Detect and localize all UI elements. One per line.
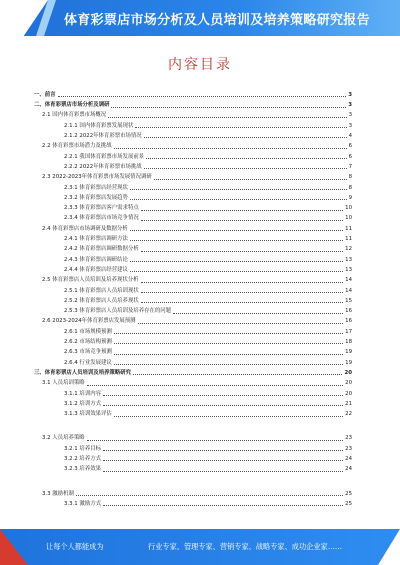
toc-entry-label: 2.1 国内体育彩票市场概况: [42, 112, 107, 119]
page-header: [0, 0, 400, 36]
footer-tags: 行业专家、管理专家、营销专家、战略专家、成功企业家……: [148, 542, 343, 551]
toc-entry-label: 3.2.1 培养目标: [64, 445, 101, 452]
toc-entry-page: 20: [345, 390, 352, 397]
toc-entry[interactable]: [34, 397, 352, 407]
toc-entry-page: 20: [345, 380, 352, 387]
toc-entry-page: 13: [345, 266, 352, 273]
toc-entry[interactable]: [34, 335, 352, 345]
toc-entry-label: 3.1 人员培训策略: [42, 380, 85, 387]
toc-entry[interactable]: [34, 366, 352, 376]
toc-entry-page: 25: [345, 500, 352, 507]
toc-entry-label: 2.3.2 体育彩票店发展趋势: [64, 194, 128, 201]
toc-entry[interactable]: [34, 109, 352, 119]
toc-entry-page: 25: [345, 490, 352, 497]
toc-entry[interactable]: [34, 325, 352, 335]
toc-dot-leader: [173, 313, 343, 314]
toc-entry-page: 24: [345, 466, 352, 473]
toc-entry-label: 2.3.1 体育彩票店经营现状: [64, 184, 128, 191]
toc-heading: 内容目录: [168, 57, 232, 73]
toc-dot-leader: [141, 251, 343, 252]
toc-entry-page: 22: [345, 411, 352, 418]
toc-dot-leader: [103, 395, 343, 396]
toc-spacer: [34, 418, 352, 432]
toc-dot-leader: [76, 495, 343, 496]
toc-entry[interactable]: [34, 129, 352, 139]
toc-entry-label: 2.2.2 2022年体育彩票市场挑战: [64, 163, 142, 170]
toc-entry-label: 2.1.2 2022年体育彩票市场情况: [64, 133, 142, 140]
toc-dot-leader: [141, 220, 343, 221]
toc-dot-leader: [114, 354, 343, 355]
toc-entry-label: 2.5.3 体育彩票店人员培训及培养存在的问题: [64, 308, 172, 315]
toc-entry[interactable]: [34, 191, 352, 201]
toc-entry-page: 16: [345, 308, 352, 315]
toc-dot-leader: [103, 450, 343, 451]
toc-entry-page: 10: [345, 205, 352, 212]
toc-dot-leader: [130, 261, 343, 262]
toc-dot-leader: [130, 271, 343, 272]
toc-dot-leader: [108, 117, 346, 118]
toc-entry[interactable]: [34, 284, 352, 294]
toc-entry-page: 21: [345, 400, 352, 407]
toc-entry[interactable]: [34, 387, 352, 397]
toc-entry[interactable]: [34, 304, 352, 314]
toc-entry-page: 13: [345, 256, 352, 263]
toc-dot-leader: [114, 148, 347, 149]
toc-entry-label: 二、体育彩票店市场分析及调研: [34, 102, 110, 109]
toc-entry[interactable]: [34, 201, 352, 211]
toc-dot-leader: [138, 323, 344, 324]
toc-entry-page: 23: [345, 445, 352, 452]
toc-dot-leader: [114, 364, 343, 365]
toc-dot-leader: [114, 333, 343, 334]
toc-entry-label: 2.6.4 行业发展建议: [64, 359, 112, 366]
toc-dot-leader: [114, 416, 343, 417]
toc-entry-label: 3.2.3 培养效果: [64, 466, 101, 473]
footer-slogan: 让每个人都能成为: [46, 542, 104, 551]
toc-entry-page: 11: [345, 225, 352, 232]
toc-entry-label: 三、体育彩票店人员培训及培养策略研究: [34, 369, 132, 376]
toc-entry[interactable]: [34, 160, 352, 170]
toc-entry-label: 2.4.3 体育彩票店调研结论: [64, 256, 128, 263]
toc-entry-label: 2.5 体育彩票店人员培训及培养现状分析: [42, 277, 139, 284]
toc-dot-leader: [87, 440, 344, 441]
toc-dot-leader: [144, 168, 347, 169]
toc-entry-label: 2.2 体育彩票市场潜力及挑战: [42, 143, 112, 150]
toc-entry[interactable]: [34, 294, 352, 304]
toc-entry[interactable]: [34, 253, 352, 263]
toc-entry[interactable]: [34, 263, 352, 273]
page-footer: [0, 529, 400, 565]
toc-entry-page: 3: [348, 122, 352, 129]
toc-entry-page: 8: [348, 174, 352, 181]
toc-entry[interactable]: [34, 452, 352, 462]
toc-entry-page: 8: [348, 184, 352, 191]
toc-dot-leader: [103, 471, 343, 472]
toc-entry[interactable]: [34, 442, 352, 452]
toc-entry[interactable]: [34, 88, 352, 98]
toc-entry-page: 16: [345, 318, 352, 325]
toc-entry-label: 3.1.2 培训方式: [64, 400, 101, 407]
toc-dot-leader: [130, 240, 343, 241]
toc-entry-page: 6: [348, 153, 352, 160]
toc-dot-leader: [144, 137, 347, 138]
toc-dot-leader: [103, 460, 343, 461]
toc-entry[interactable]: [34, 119, 352, 129]
toc-entry-label: 2.1.1 国内体育彩票发展现状: [64, 122, 134, 129]
toc-dot-leader: [130, 230, 343, 231]
toc-entry-label: 3.1.3 培训效果评估: [64, 411, 112, 418]
toc-dot-leader: [114, 343, 343, 344]
toc-dot-leader: [130, 199, 347, 200]
toc-entry-label: 2.6 2023-2024年体育彩票店发展预测: [42, 318, 136, 325]
toc-dot-leader: [133, 374, 342, 375]
toc-entry[interactable]: [34, 315, 352, 325]
toc-entry[interactable]: [34, 139, 352, 149]
toc-entry[interactable]: [34, 273, 352, 283]
toc-entry-label: 2.6.3 市场竞争预测: [64, 349, 112, 356]
toc-entry-label: 3.1.1 培训内容: [64, 390, 101, 397]
toc-entry[interactable]: [34, 462, 352, 472]
toc-entry[interactable]: [34, 345, 352, 355]
toc-entry-page: 20: [344, 369, 352, 376]
toc-entry[interactable]: [34, 98, 352, 108]
toc-entry-page: 19: [345, 349, 352, 356]
toc-entry-label: 2.4.4 体育彩票店经营建议: [64, 266, 128, 273]
toc-spacer: [34, 473, 352, 487]
toc-entry[interactable]: [34, 497, 352, 507]
toc-entry[interactable]: [34, 356, 352, 366]
toc-dot-leader: [141, 210, 343, 211]
toc-dot-leader: [141, 302, 343, 303]
toc-entry-page: 17: [345, 328, 352, 335]
toc-entry-page: 3: [348, 91, 352, 98]
footer-decoration: [0, 529, 28, 565]
toc-dot-leader: [103, 405, 343, 406]
toc-entry-label: 2.5.1 体育彩票店人员培训现状: [64, 287, 139, 294]
toc-entry-page: 14: [345, 287, 352, 294]
toc-entry-label: 2.6.1 市场规模预测: [64, 328, 112, 335]
toc-entry-label: 2.2.1 我国体育彩票市场发展前景: [64, 153, 145, 160]
toc-entry-page: 15: [345, 297, 352, 304]
toc-entry-label: 2.3 2022-2023年体育彩票市场发展情况调研: [42, 174, 152, 181]
toc-entry-page: 4: [348, 133, 352, 140]
toc-entry-page: 12: [345, 246, 352, 253]
toc-entry-page: 18: [345, 339, 352, 346]
table-of-contents: [34, 88, 352, 507]
toc-entry-label: 2.4.2 体育彩票店调研数据分析: [64, 246, 139, 253]
toc-entry-page: 11: [345, 236, 352, 243]
toc-entry-page: 3: [348, 102, 352, 109]
toc-dot-leader: [154, 179, 347, 180]
toc-dot-leader: [111, 107, 346, 108]
toc-entry[interactable]: [34, 242, 352, 252]
toc-dot-leader: [141, 292, 343, 293]
toc-entry-page: 23: [345, 435, 352, 442]
toc-dot-leader: [58, 96, 347, 97]
toc-entry-page: 9: [348, 194, 352, 201]
toc-entry[interactable]: [34, 222, 352, 232]
toc-entry-label: 2.4.1 体育彩票店调研方法: [64, 236, 128, 243]
toc-entry-label: 3.2.2 培养方式: [64, 455, 101, 462]
toc-entry-label: 3.2 人员培养策略: [42, 435, 85, 442]
toc-entry[interactable]: [34, 432, 352, 442]
toc-dot-leader: [130, 189, 347, 190]
toc-entry[interactable]: [34, 170, 352, 180]
toc-entry[interactable]: [34, 487, 352, 497]
toc-entry-page: 19: [345, 359, 352, 366]
footer-decoration-right: [378, 529, 400, 565]
toc-entry-label: 一、前言: [34, 91, 56, 98]
toc-entry-label: 3.3.1 激励方式: [64, 500, 101, 507]
toc-entry-label: 2.5.2 体育彩票店人员培养现状: [64, 297, 139, 304]
toc-dot-leader: [103, 505, 343, 506]
toc-entry[interactable]: [34, 181, 352, 191]
toc-dot-leader: [87, 385, 344, 386]
toc-entry-label: 2.3.4 体育彩票店市场竞争情况: [64, 215, 139, 222]
toc-entry-label: 2.6.2 市场结构预测: [64, 339, 112, 346]
toc-entry[interactable]: [34, 407, 352, 417]
toc-entry-label: 2.4 体育彩票店市场调研及数据分析: [42, 225, 128, 232]
toc-dot-leader: [146, 158, 346, 159]
toc-entry[interactable]: [34, 232, 352, 242]
toc-entry[interactable]: [34, 376, 352, 386]
toc-entry[interactable]: [34, 212, 352, 222]
toc-entry-page: 24: [345, 455, 352, 462]
report-title: 体育彩票店市场分析及人员培训及培养策略研究报告: [64, 13, 370, 28]
toc-entry-page: 7: [348, 163, 352, 170]
toc-entry-label: 2.3.3 体育彩票店客户需求特点: [64, 205, 139, 212]
toc-entry[interactable]: [34, 150, 352, 160]
toc-dot-leader: [135, 127, 346, 128]
toc-entry-page: 14: [345, 277, 352, 284]
toc-dot-leader: [141, 282, 344, 283]
toc-entry-page: 10: [345, 215, 352, 222]
toc-entry-label: 3.3 激励机制: [42, 490, 74, 497]
toc-entry-page: 6: [348, 143, 352, 150]
toc-entry-page: 3: [348, 112, 352, 119]
